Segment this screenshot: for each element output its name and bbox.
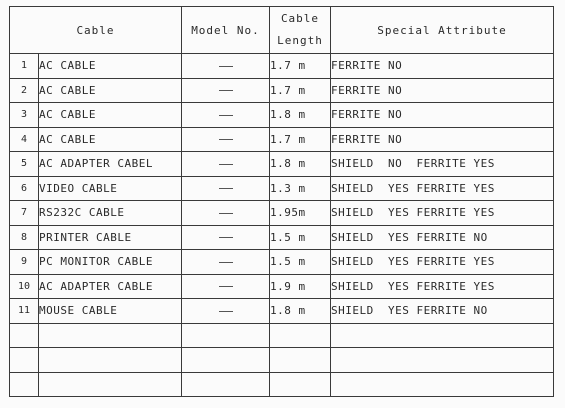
cable-length: 1.7 m [270,78,331,103]
special-attribute: FERRITE NO [331,103,554,128]
table-header-row [10,7,554,54]
row-number: 8 [10,225,39,250]
cable-name: PC MONITOR CABLE [39,250,182,275]
special-attribute: SHIELD NO FERRITE YES [331,152,554,177]
row-number: 6 [10,176,39,201]
cable-name: AC CABLE [39,127,182,152]
header-length-line2: Length [277,34,323,47]
special-attribute: FERRITE NO [331,127,554,152]
dash-mark [219,262,233,263]
model-no [182,54,270,79]
cable-length: 1.9 m [270,274,331,299]
dash-mark [219,66,233,67]
table-row [10,225,554,250]
cable-length: 1.8 m [270,299,331,324]
row-number: 1 [10,54,39,79]
header-special-attribute: Special Attribute [331,7,554,54]
row-number: 5 [10,152,39,177]
cable-name: AC CABLE [39,103,182,128]
special-attribute: FERRITE NO [331,78,554,103]
model-no [182,103,270,128]
cable-length: 1.3 m [270,176,331,201]
model-no [182,250,270,275]
special-attribute: SHIELD YES FERRITE YES [331,274,554,299]
table-row [10,103,554,128]
dash-mark [219,286,233,287]
model-no [182,152,270,177]
cable-length: 1.7 m [270,54,331,79]
row-number: 3 [10,103,39,128]
table-row [10,176,554,201]
header-length-line1: Cable [280,12,320,25]
header-cable-length [270,7,331,54]
row-number: 11 [10,299,39,324]
special-attribute: SHIELD YES FERRITE YES [331,201,554,226]
row-number: 9 [10,250,39,275]
row-number: 10 [10,274,39,299]
cable-name: VIDEO CABLE [39,176,182,201]
dash-mark [219,90,233,91]
empty-row [10,323,554,348]
cable-length: 1.7 m [270,127,331,152]
table-row [10,152,554,177]
empty-row [10,348,554,373]
cable-name: RS232C CABLE [39,201,182,226]
table-row [10,127,554,152]
cable-name: AC ADAPTER CABLE [39,274,182,299]
cable-name: AC CABLE [39,78,182,103]
cable-length: 1.8 m [270,152,331,177]
cable-length: 1.5 m [270,250,331,275]
table-row [10,78,554,103]
dash-mark [219,213,233,214]
dash-mark [219,139,233,140]
model-no [182,225,270,250]
dash-mark [219,237,233,238]
dash-mark [219,164,233,165]
special-attribute: SHIELD YES FERRITE YES [331,250,554,275]
special-attribute: SHIELD YES FERRITE NO [331,299,554,324]
cable-name: PRINTER CABLE [39,225,182,250]
model-no [182,274,270,299]
row-number: 4 [10,127,39,152]
special-attribute: SHIELD YES FERRITE YES [331,176,554,201]
cable-name: MOUSE CABLE [39,299,182,324]
cable-length: 1.8 m [270,103,331,128]
header-model-no: Model No. [182,7,270,54]
table-row [10,54,554,79]
dash-mark [219,188,233,189]
cable-name: AC CABLE [39,54,182,79]
special-attribute: SHIELD YES FERRITE NO [331,225,554,250]
table-row [10,299,554,324]
cable-table [9,6,554,397]
cable-name: AC ADAPTER CABEL [39,152,182,177]
model-no [182,201,270,226]
table-row [10,201,554,226]
row-number: 7 [10,201,39,226]
cable-length: 1.95m [270,201,331,226]
header-cable: Cable [10,7,182,54]
model-no [182,176,270,201]
dash-mark [219,311,233,312]
model-no [182,127,270,152]
model-no [182,78,270,103]
dash-mark [219,115,233,116]
model-no [182,299,270,324]
special-attribute: FERRITE NO [331,54,554,79]
empty-row [10,372,554,397]
table-row [10,250,554,275]
cable-length: 1.5 m [270,225,331,250]
row-number: 2 [10,78,39,103]
table-row [10,274,554,299]
